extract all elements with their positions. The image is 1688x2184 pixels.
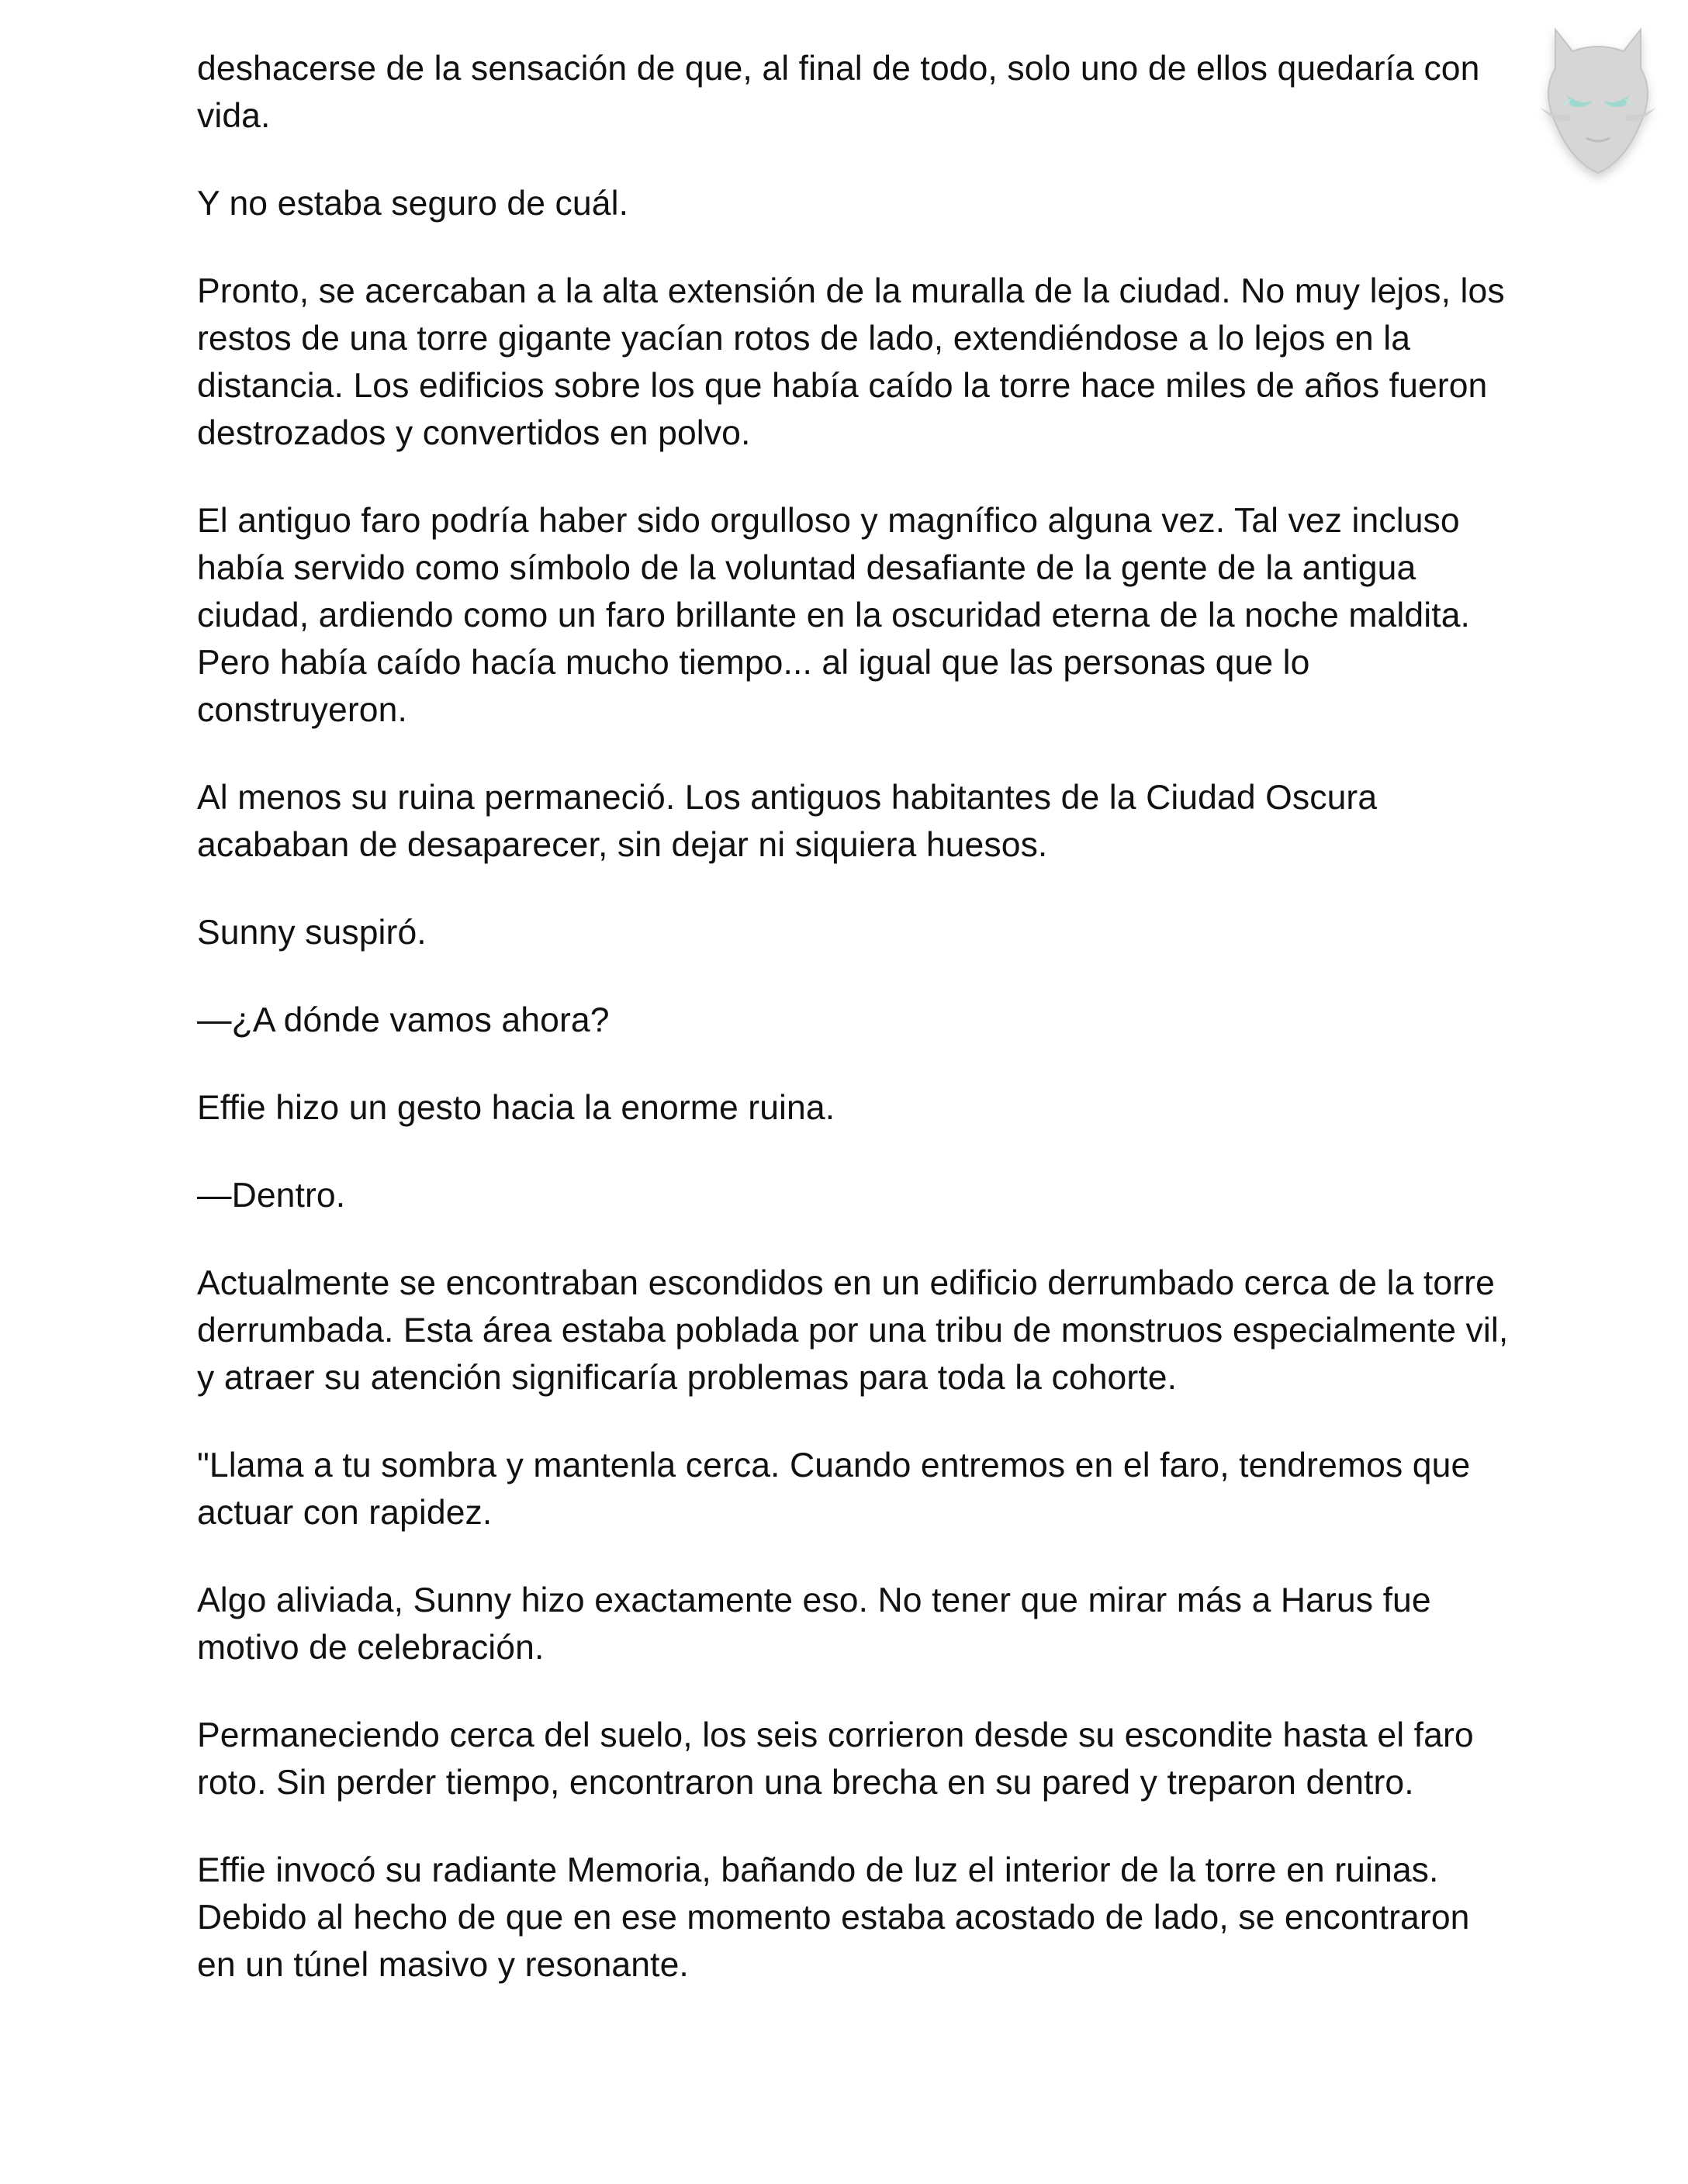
paragraph-2: Y no estaba seguro de cuál.: [197, 185, 629, 223]
paragraph-9: —Dentro.: [197, 1177, 346, 1215]
paragraph-6: Sunny suspiró.: [197, 914, 427, 952]
paragraph-1: deshacerse de la sensación de que, al final de todo, solo uno de ellos quedaría con vida.: [197, 50, 1480, 135]
paragraph-10: Actualmente se encontraban escondidos en un edificio derrumbado cerca de la torre derrumbada. Esta área estaba poblada por una tribu de monstruos especialmente vil, y atraer su atención significaría problemas para toda la cohorte.: [197, 1264, 1509, 1397]
paragraph-8: Effie hizo un gesto hacia la enorme ruina.: [197, 1089, 835, 1127]
paragraph-4: El antiguo faro podría haber sido orgulloso y magnífico alguna vez. Tal vez incluso había servido como símbolo de la voluntad desafiante de la gente de la antigua ciudad, ardiendo como un faro brillante en la oscuridad eterna de la noche maldita. Pero había caído hacía mucho tiempo... al igual que las personas que lo construyeron.: [197, 502, 1471, 729]
paragraph-7: —¿A dónde vamos ahora?: [197, 1001, 610, 1039]
paragraph-5: Al menos su ruina permaneció. Los antiguos habitantes de la Ciudad Oscura acababan de desaparecer, sin dejar ni siquiera huesos.: [197, 779, 1378, 864]
paragraph-3: Pronto, se acercaban a la alta extensión de la muralla de la ciudad. No muy lejos, los restos de una torre gigante yacían rotos de lado, extendiéndose a lo lejos en la distancia. Los edificios sobre los que había caído la torre hace miles de años fueron destrozados y convertidos en polvo.: [197, 272, 1505, 452]
paragraph-11: "Llama a tu sombra y mantenla cerca. Cuando entremos en el faro, tendremos que actuar con rapidez.: [197, 1446, 1471, 1532]
paragraph-13: Permaneciendo cerca del suelo, los seis corrieron desde su escondite hasta el faro roto. Sin perder tiempo, encontraron una brecha en su pared y treparon dentro.: [197, 1716, 1474, 1802]
demon-mask-icon: [1524, 14, 1672, 185]
paragraph-12: Algo aliviada, Sunny hizo exactamente eso. No tener que mirar más a Harus fue motivo de celebración.: [197, 1581, 1431, 1667]
demon-mask-watermark-icon: [1524, 14, 1672, 185]
document-body: [197, 45, 1516, 2029]
paragraph-14: Effie invocó su radiante Memoria, bañando de luz el interior de la torre en ruinas. Debido al hecho de que en ese momento estaba acostado de lado, se encontraron en un túnel masivo y resonante.: [197, 1851, 1470, 1984]
